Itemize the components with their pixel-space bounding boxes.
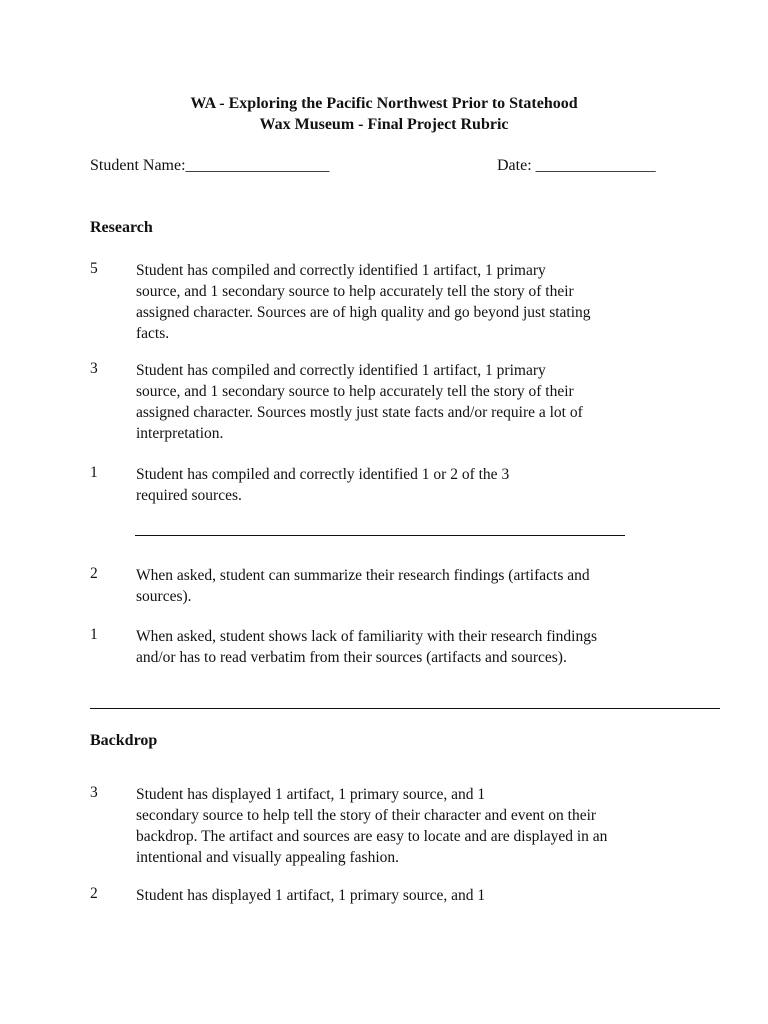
score-value: 3 — [90, 360, 98, 377]
criterion-line: facts. — [136, 325, 170, 342]
criterion-line: assigned character. Sources are of high quality and go beyond just stating — [136, 304, 591, 321]
document-subtitle: Wax Museum - Final Project Rubric — [259, 116, 509, 133]
student-name-field: Student Name:__________________ — [90, 157, 330, 174]
criterion-description — [136, 260, 591, 344]
criterion-description — [136, 565, 590, 607]
score-value: 5 — [90, 260, 98, 277]
criterion-line: sources). — [136, 588, 192, 605]
criterion-description — [136, 885, 485, 906]
criterion-line: Student has displayed 1 artifact, 1 primary source, and 1 — [136, 786, 486, 803]
divider-line — [135, 535, 625, 536]
criterion-description — [136, 626, 597, 668]
criterion-line: When asked, student can summarize their research findings (artifacts and — [136, 567, 590, 584]
criterion-line: required sources. — [136, 487, 242, 504]
criterion-line: Student has compiled and correctly identified 1 or 2 of the 3 — [136, 466, 510, 483]
criterion-line: and/or has to read verbatim from their sources (artifacts and sources). — [136, 649, 567, 666]
criterion-line: Student has compiled and correctly identified 1 artifact, 1 primary — [136, 362, 546, 379]
score-value: 1 — [90, 626, 98, 643]
date-field: Date: _______________ — [497, 157, 656, 174]
section-divider — [90, 708, 720, 709]
score-value: 1 — [90, 464, 98, 481]
criterion-line: backdrop. The artifact and sources are easy to locate and are displayed in an — [136, 828, 608, 845]
criterion-line: secondary source to help tell the story of their character and event on their — [136, 807, 597, 824]
criterion-line: intentional and visually appealing fashion. — [136, 849, 400, 866]
section-heading-backdrop: Backdrop — [90, 732, 158, 749]
criterion-line: source, and 1 secondary source to help accurately tell the story of their — [136, 383, 574, 400]
criterion-line: Student has displayed 1 artifact, 1 primary source, and 1 — [136, 887, 486, 904]
score-value: 2 — [90, 565, 98, 582]
criterion-description — [136, 784, 607, 868]
score-value: 2 — [90, 885, 98, 902]
criterion-line: source, and 1 secondary source to help accurately tell the story of their — [136, 283, 574, 300]
criterion-line: interpretation. — [136, 425, 224, 442]
criterion-description — [136, 464, 509, 506]
section-heading-research: Research — [90, 219, 153, 236]
criterion-description — [136, 360, 583, 444]
criterion-line: When asked, student shows lack of familiarity with their research findings — [136, 628, 597, 645]
criterion-line: assigned character. Sources mostly just state facts and/or require a lot of — [136, 404, 583, 421]
criterion-line: Student has compiled and correctly identified 1 artifact, 1 primary — [136, 262, 546, 279]
document-title: WA - Exploring the Pacific Northwest Prior to Statehood — [190, 95, 578, 112]
score-value: 3 — [90, 784, 98, 801]
